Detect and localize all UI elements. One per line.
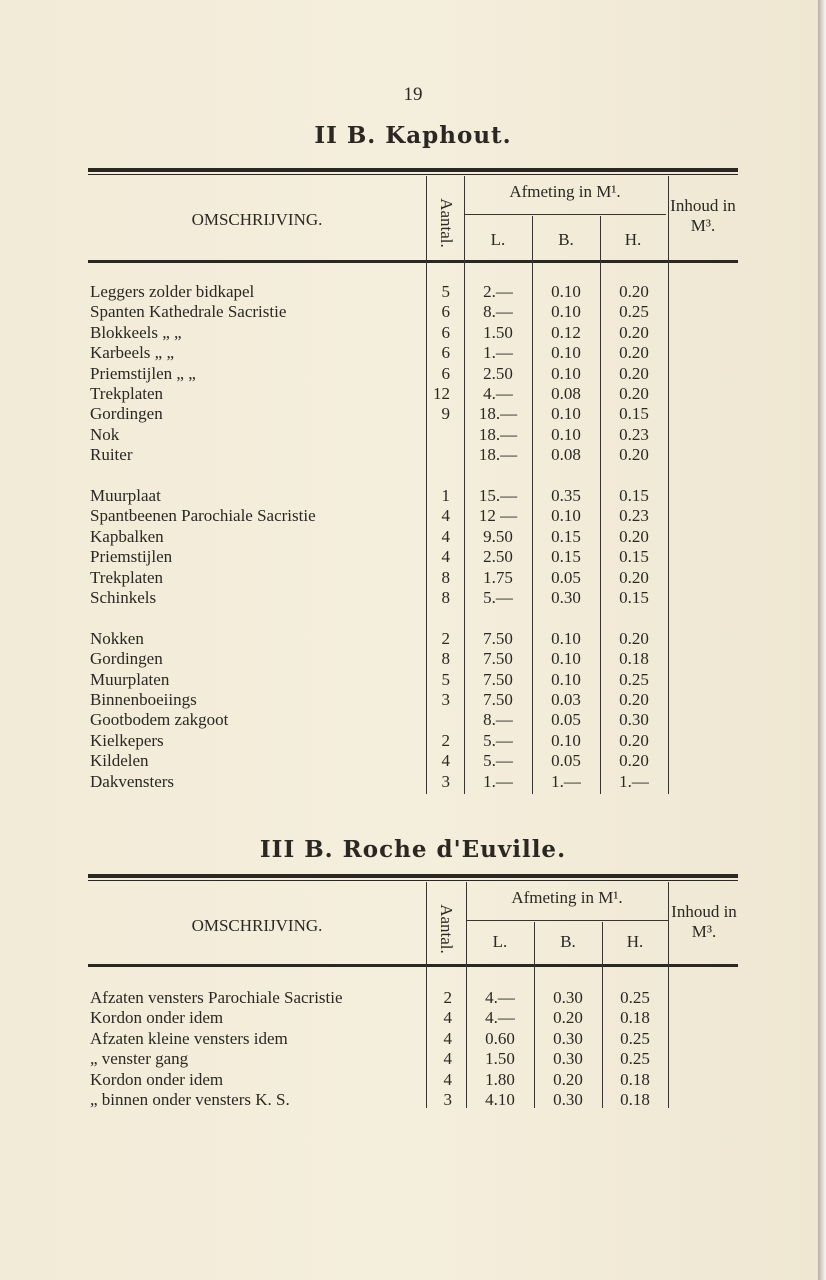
row-count: 6 <box>441 302 450 322</box>
row-width: 0.10 <box>551 730 581 750</box>
table-row <box>88 466 738 486</box>
row-length: 7.50 <box>483 628 513 648</box>
row-length: 18.— <box>478 404 518 424</box>
row-height: 0.30 <box>619 710 649 730</box>
row-count: 3 <box>441 771 450 791</box>
header-description: OMSCHRIJVING. <box>191 210 323 229</box>
row-count: 2 <box>443 988 452 1007</box>
row-description: Muurplaat <box>90 486 161 505</box>
row-height: 0.20 <box>619 282 649 301</box>
header-h: H. <box>626 932 644 951</box>
table-row <box>88 506 738 526</box>
row-height: 0.20 <box>619 445 649 465</box>
row-height: 0.18 <box>620 1008 650 1028</box>
row-description: Kielkepers <box>90 730 164 750</box>
row-width: 0.05 <box>551 567 581 587</box>
row-description: Kordon onder idem <box>90 1008 224 1028</box>
row-width: 0.20 <box>553 1069 583 1089</box>
row-length: 5.— <box>483 730 513 750</box>
table-row <box>88 588 738 608</box>
row-length: 18.— <box>478 424 518 444</box>
table-row <box>88 649 738 669</box>
row-count: 12 <box>433 384 450 403</box>
row-count: 4 <box>441 751 450 771</box>
table-row <box>88 751 738 771</box>
row-length: 2.50 <box>483 363 513 383</box>
row-length: 5.— <box>483 751 513 771</box>
table-row <box>88 364 738 384</box>
row-width: 0.10 <box>551 669 581 689</box>
table-row <box>88 343 738 363</box>
row-width: 0.10 <box>551 628 581 648</box>
table-row <box>88 988 738 1008</box>
row-count: 2 <box>441 628 450 648</box>
table-row <box>88 608 738 628</box>
header-count: Aantal. <box>437 904 456 954</box>
row-count: 6 <box>441 322 450 342</box>
row-height: 0.20 <box>619 628 649 648</box>
section-title-roche: III B. Roche d'Euville. <box>259 836 567 863</box>
row-count: 9 <box>441 404 450 424</box>
row-count: 4 <box>441 506 450 526</box>
row-length: 18.— <box>478 445 518 465</box>
row-count: 1 <box>441 486 450 505</box>
row-width: 0.15 <box>551 526 581 546</box>
row-count: 3 <box>441 690 450 709</box>
table-top-thin-rule <box>88 174 738 175</box>
row-height: 0.18 <box>619 649 649 669</box>
table-row <box>88 302 738 322</box>
row-description: Blokkeels „ „ <box>90 322 182 342</box>
table-row <box>88 425 738 445</box>
row-description: Nokken <box>90 628 144 648</box>
row-height: 0.20 <box>619 690 649 709</box>
row-width: 0.10 <box>551 424 581 444</box>
row-width: 0.30 <box>553 1090 583 1109</box>
row-description: Spantbeenen Parochiale Sacristie <box>90 506 316 526</box>
row-height: 0.15 <box>619 404 649 424</box>
header-count: Aantal. <box>437 198 456 248</box>
table-row <box>88 568 738 588</box>
row-count: 4 <box>441 526 450 546</box>
table-top-rule <box>88 874 738 878</box>
page-edge <box>818 0 826 1280</box>
row-height: 0.15 <box>619 486 649 505</box>
row-count: 3 <box>443 1090 452 1109</box>
row-height: 0.25 <box>620 1049 650 1069</box>
table-row <box>88 323 738 343</box>
row-height: 0.23 <box>619 506 649 526</box>
row-description: Binnenboeiings <box>90 690 197 709</box>
row-description: Priemstijlen <box>90 547 173 567</box>
roche-table <box>88 874 738 1108</box>
table-row <box>88 527 738 547</box>
table-top-thin-rule <box>88 880 738 881</box>
row-length: 0.60 <box>485 1028 515 1048</box>
row-description: Dakvensters <box>90 771 175 791</box>
row-height: 0.25 <box>620 1028 650 1048</box>
row-length: 1.80 <box>485 1069 515 1089</box>
row-height: 0.20 <box>619 730 649 750</box>
row-width: 1.— <box>551 771 581 791</box>
header-bottom-rule <box>88 260 738 263</box>
row-description: Trekplaten <box>90 567 164 587</box>
row-length: 2.— <box>483 282 513 301</box>
row-height: 0.20 <box>619 384 649 403</box>
row-height: 0.18 <box>620 1069 650 1089</box>
row-length: 7.50 <box>483 669 513 689</box>
row-width: 0.10 <box>551 506 581 526</box>
row-length: 4.— <box>485 1008 515 1028</box>
table-row <box>88 404 738 424</box>
row-count: 4 <box>443 1028 452 1048</box>
row-length: 4.— <box>485 988 515 1007</box>
row-description: Karbeels „ „ <box>90 343 175 363</box>
row-description: Leggers zolder bidkapel <box>90 282 255 301</box>
table-row <box>88 384 738 404</box>
row-width: 0.15 <box>551 547 581 567</box>
table-row <box>88 1049 738 1069</box>
row-width: 0.10 <box>551 363 581 383</box>
row-description: Kapbalken <box>90 526 164 546</box>
row-description: „ binnen onder vensters K. S. <box>90 1090 290 1109</box>
header-b: B. <box>560 932 576 951</box>
row-count: 4 <box>441 547 450 567</box>
row-width: 0.10 <box>551 343 581 363</box>
row-count: 6 <box>441 343 450 363</box>
row-count: 6 <box>441 363 450 383</box>
table-row <box>88 486 738 506</box>
row-height: 0.23 <box>619 424 649 444</box>
table-row <box>88 547 738 567</box>
header-dimensions: Afmeting in M¹. <box>509 182 621 201</box>
section-title-kaphout: II B. Kaphout. <box>314 122 512 149</box>
row-width: 0.30 <box>553 1049 583 1069</box>
row-height: 0.20 <box>619 343 649 363</box>
row-width: 0.03 <box>551 690 581 709</box>
row-length: 1.50 <box>485 1049 515 1069</box>
header-l: L. <box>492 932 508 951</box>
row-length: 1.— <box>483 771 513 791</box>
row-length: 2.50 <box>483 547 513 567</box>
row-height: 0.20 <box>619 751 649 771</box>
table-row <box>88 710 738 730</box>
dimensions-underline <box>464 214 666 215</box>
row-length: 4.10 <box>485 1090 515 1109</box>
row-description: Afzaten kleine vensters idem <box>90 1028 288 1048</box>
row-count: 4 <box>443 1049 452 1069</box>
row-description: Muurplaten <box>90 669 170 689</box>
row-height: 0.25 <box>619 669 649 689</box>
row-width: 0.10 <box>551 404 581 424</box>
header-description: OMSCHRIJVING. <box>191 916 323 935</box>
row-length: 7.50 <box>483 649 513 669</box>
row-height: 0.15 <box>619 588 649 607</box>
row-description: Gordingen <box>90 649 163 669</box>
row-height: 0.20 <box>619 526 649 546</box>
row-width: 0.30 <box>551 588 581 607</box>
header-volume: Inhoud in M³. <box>670 196 736 235</box>
row-height: 1.— <box>619 771 649 791</box>
row-description: Nok <box>90 424 120 444</box>
row-count: 8 <box>441 567 450 587</box>
row-width: 0.10 <box>551 302 581 322</box>
table-row <box>88 1090 738 1110</box>
row-length: 9.50 <box>483 526 513 546</box>
row-description: Kildelen <box>90 751 149 771</box>
row-width: 0.10 <box>551 282 581 301</box>
row-height: 0.20 <box>619 567 649 587</box>
header-l: L. <box>490 230 506 249</box>
row-length: 1.— <box>483 343 513 363</box>
row-height: 0.18 <box>620 1090 650 1109</box>
row-count: 5 <box>441 282 450 301</box>
row-description: Schinkels <box>90 588 157 607</box>
row-description: Kordon onder idem <box>90 1069 224 1089</box>
table-row <box>88 282 738 302</box>
row-length: 8.— <box>483 710 513 730</box>
row-width: 0.12 <box>551 322 581 342</box>
row-height: 0.20 <box>619 363 649 383</box>
row-description: Afzaten vensters Parochiale Sacristie <box>90 988 343 1007</box>
row-length: 1.50 <box>483 322 513 342</box>
row-length: 15.— <box>478 486 518 505</box>
table-row <box>88 629 738 649</box>
row-description: Trekplaten <box>90 384 164 403</box>
table-top-rule <box>88 168 738 172</box>
table-row <box>88 1029 738 1049</box>
row-height: 0.25 <box>619 302 649 322</box>
row-count: 2 <box>441 730 450 750</box>
kaphout-table <box>88 168 738 794</box>
row-count: 8 <box>441 649 450 669</box>
table-row <box>88 1008 738 1028</box>
row-width: 0.05 <box>551 710 581 730</box>
row-description: Gordingen <box>90 404 163 424</box>
header-dimensions: Afmeting in M¹. <box>511 888 623 907</box>
row-width: 0.08 <box>551 384 581 403</box>
row-length: 8.— <box>483 302 513 322</box>
row-length: 4.— <box>483 384 513 403</box>
table-row <box>88 445 738 465</box>
table-row <box>88 772 738 792</box>
header-h: H. <box>624 230 642 249</box>
row-description: Gootbodem zakgoot <box>90 710 229 730</box>
row-count: 5 <box>441 669 450 689</box>
row-height: 0.15 <box>619 547 649 567</box>
row-length: 7.50 <box>483 690 513 709</box>
row-description: Priemstijlen „ „ <box>90 363 196 383</box>
row-height: 0.20 <box>619 322 649 342</box>
row-description: Ruiter <box>90 445 133 465</box>
table-row <box>88 690 738 710</box>
row-width: 0.35 <box>551 486 581 505</box>
header-bottom-rule <box>88 964 738 967</box>
row-count: 8 <box>441 588 450 607</box>
dimensions-underline <box>466 920 668 921</box>
row-length: 1.75 <box>483 567 513 587</box>
table-row <box>88 731 738 751</box>
row-length: 5.— <box>483 588 513 607</box>
row-width: 0.30 <box>553 988 583 1007</box>
header-b: B. <box>558 230 574 249</box>
header-volume: Inhoud in M³. <box>671 902 737 941</box>
row-width: 0.08 <box>551 445 581 465</box>
row-width: 0.30 <box>553 1028 583 1048</box>
row-description: Spanten Kathedrale Sacristie <box>90 302 287 322</box>
row-description: „ venster gang <box>90 1049 189 1069</box>
table-row <box>88 670 738 690</box>
page-number: 19 <box>403 84 423 105</box>
row-width: 0.10 <box>551 649 581 669</box>
row-count: 4 <box>443 1069 452 1089</box>
table-row <box>88 1070 738 1090</box>
row-count: 4 <box>443 1008 452 1028</box>
row-width: 0.20 <box>553 1008 583 1028</box>
row-width: 0.05 <box>551 751 581 771</box>
row-length: 12 — <box>478 506 518 526</box>
row-height: 0.25 <box>620 988 650 1007</box>
